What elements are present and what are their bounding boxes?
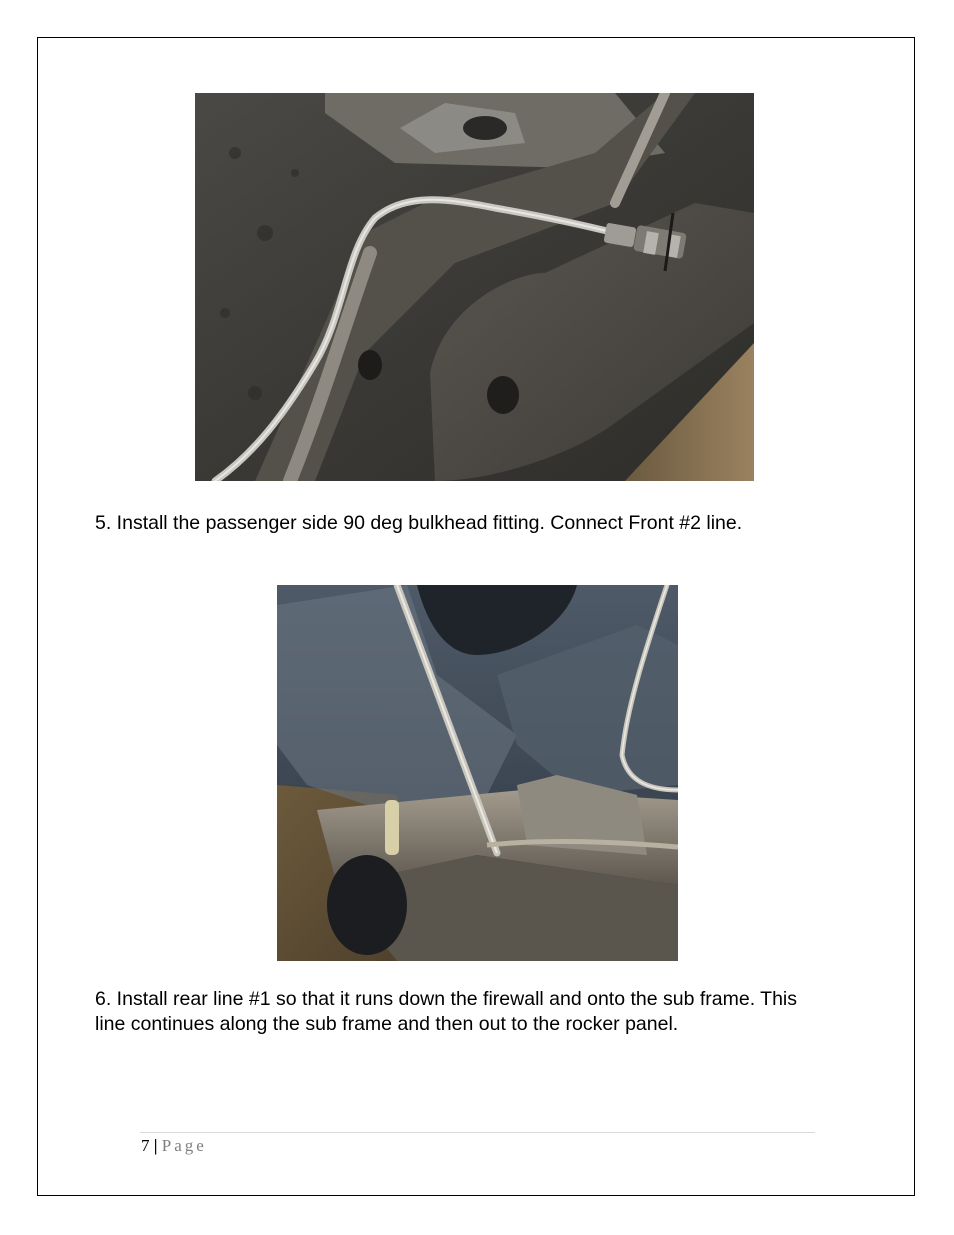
footer-separator: | bbox=[153, 1136, 158, 1155]
step-5-instruction: 5. Install the passenger side 90 deg bulkhead fitting. Connect Front #2 line. bbox=[95, 512, 743, 534]
footer-divider bbox=[140, 1132, 815, 1133]
photo-rear-line-firewall bbox=[277, 585, 678, 961]
page-footer bbox=[141, 1135, 207, 1157]
step-6-instruction: 6. Install rear line #1 so that it runs down the firewall and onto the sub frame. This line continues along the sub frame and then out to the rocker panel. bbox=[95, 988, 798, 1035]
page-label: Page bbox=[161, 1136, 207, 1155]
page-number: 7 bbox=[141, 1136, 150, 1155]
photo-bulkhead-fitting bbox=[195, 93, 754, 481]
